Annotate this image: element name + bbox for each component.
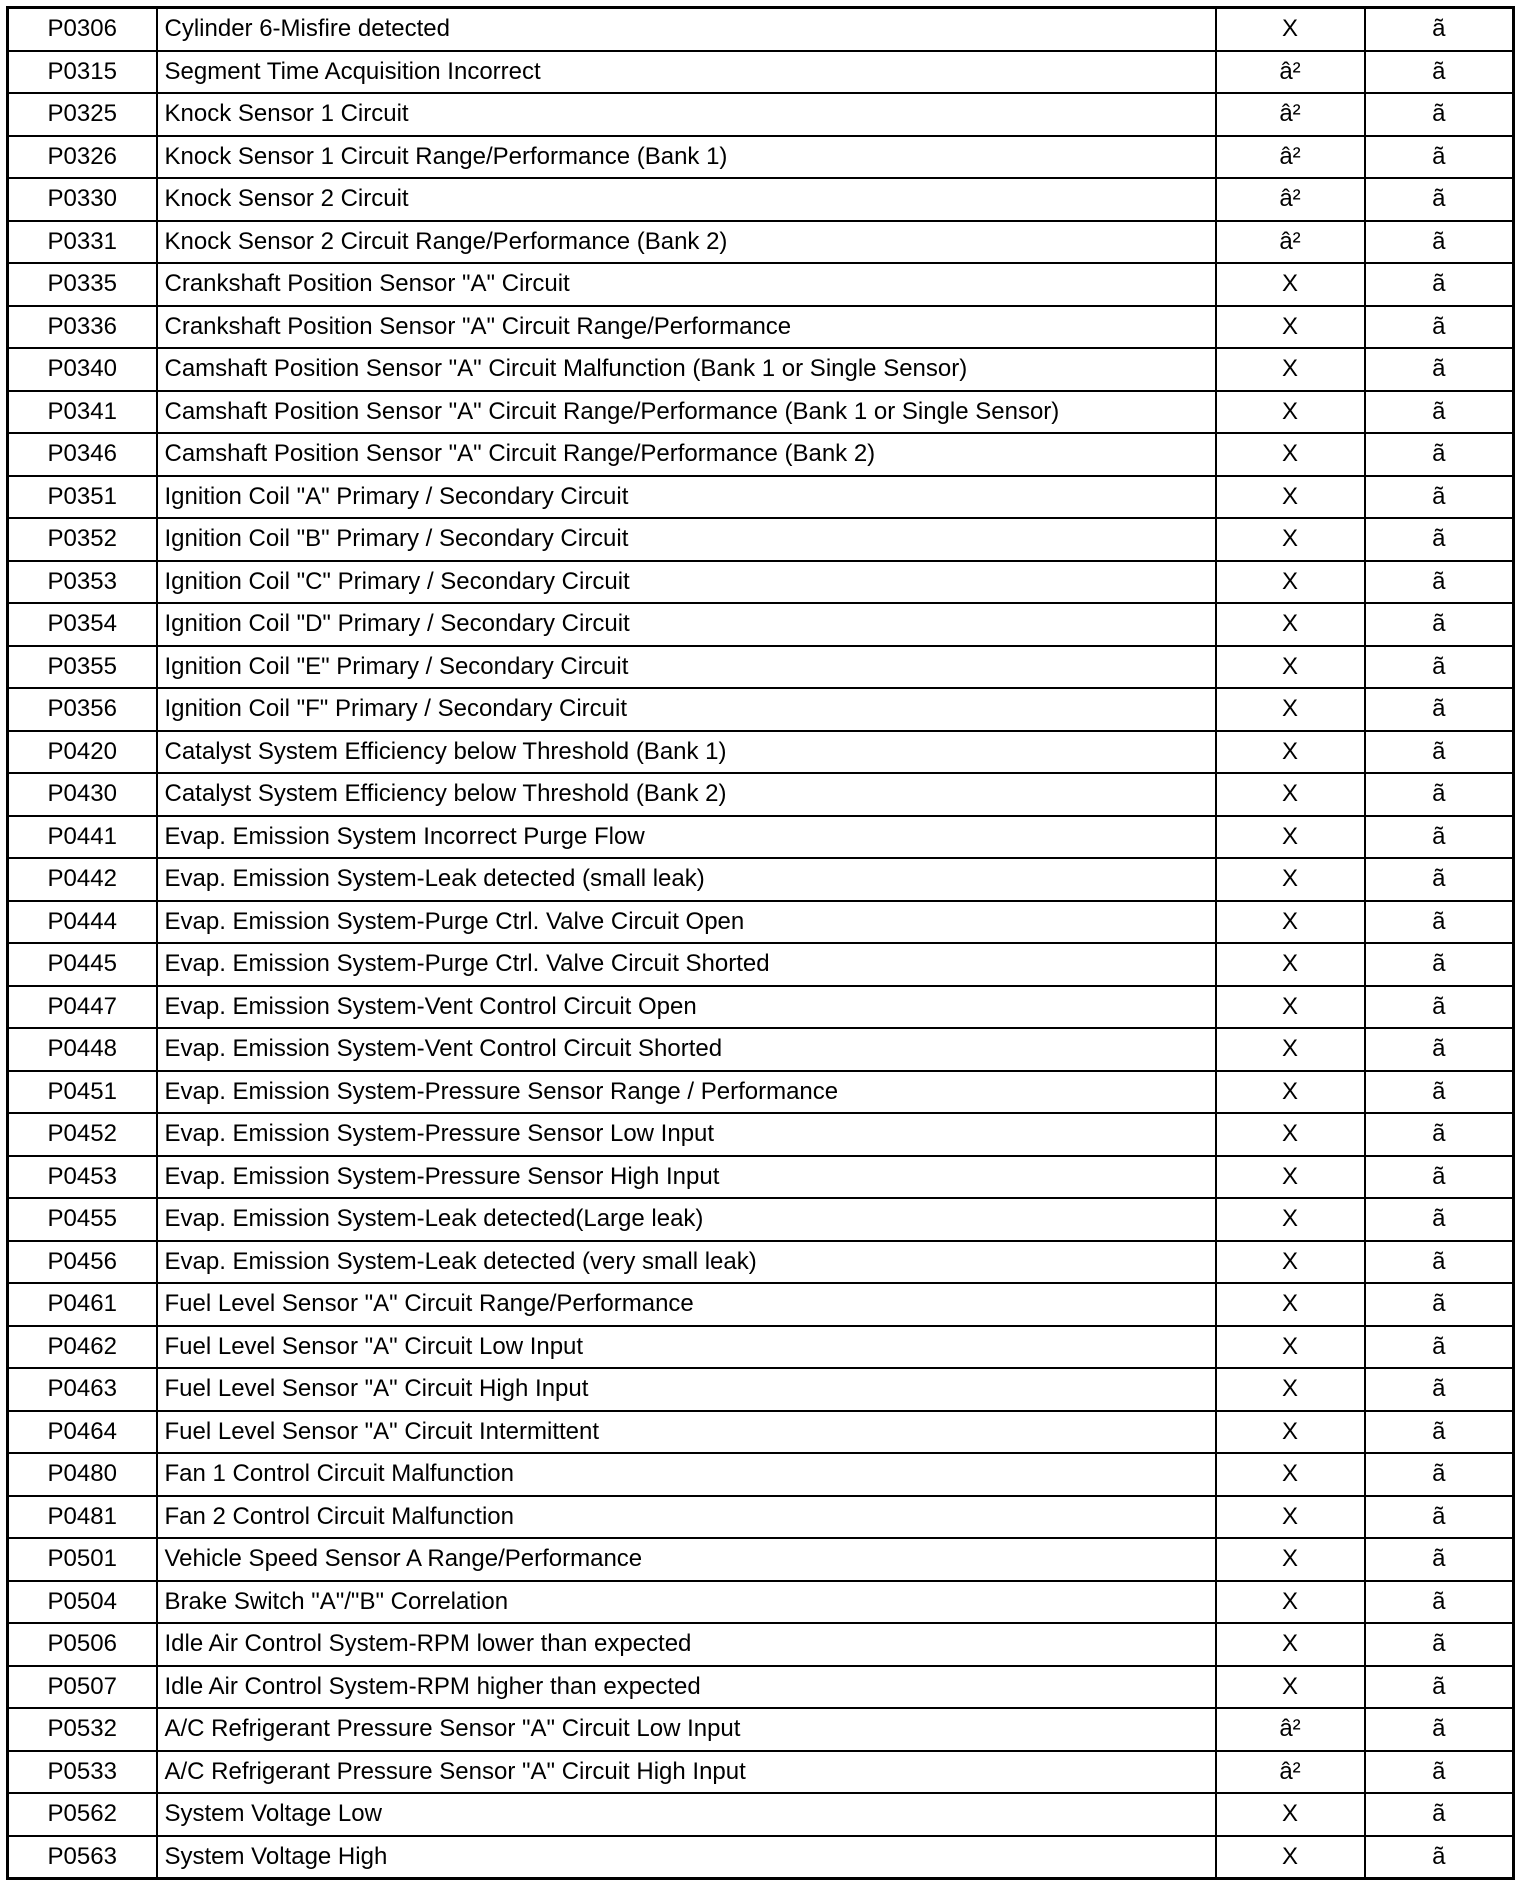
- table-row: [8, 986, 1514, 1029]
- dtc-code-cell: P0356: [8, 688, 157, 731]
- dtc-column-a-cell: â²: [1216, 1708, 1365, 1751]
- table-row: [8, 348, 1514, 391]
- dtc-description-cell: Fuel Level Sensor "A" Circuit Intermittent: [157, 1411, 1216, 1454]
- dtc-description-cell: Knock Sensor 1 Circuit: [157, 93, 1216, 136]
- dtc-column-a-cell: X: [1216, 1453, 1365, 1496]
- table-row: [8, 688, 1514, 731]
- dtc-column-b-cell: ã: [1365, 348, 1514, 391]
- dtc-column-b-cell: ã: [1365, 1326, 1514, 1369]
- dtc-column-b-cell: ã: [1365, 1751, 1514, 1794]
- dtc-column-b-cell: ã: [1365, 1113, 1514, 1156]
- table-row: [8, 901, 1514, 944]
- dtc-column-b-cell: ã: [1365, 51, 1514, 94]
- dtc-column-a-cell: X: [1216, 1198, 1365, 1241]
- table-row: [8, 136, 1514, 179]
- dtc-column-b-cell: ã: [1365, 943, 1514, 986]
- dtc-description-cell: Fuel Level Sensor "A" Circuit High Input: [157, 1368, 1216, 1411]
- dtc-description-cell: Fan 2 Control Circuit Malfunction: [157, 1496, 1216, 1539]
- dtc-description-cell: Evap. Emission System-Pressure Sensor High Input: [157, 1156, 1216, 1199]
- dtc-description-cell: Evap. Emission System Incorrect Purge Flow: [157, 816, 1216, 859]
- dtc-code-cell: P0441: [8, 816, 157, 859]
- table-row: [8, 51, 1514, 94]
- dtc-description-cell: Evap. Emission System-Leak detected (very small leak): [157, 1241, 1216, 1284]
- dtc-code-cell: P0340: [8, 348, 157, 391]
- dtc-column-a-cell: X: [1216, 8, 1365, 51]
- dtc-description-cell: Idle Air Control System-RPM higher than expected: [157, 1666, 1216, 1709]
- table-row: [8, 731, 1514, 774]
- dtc-column-a-cell: X: [1216, 1028, 1365, 1071]
- table-row: [8, 433, 1514, 476]
- dtc-code-cell: P0447: [8, 986, 157, 1029]
- dtc-code-cell: P0353: [8, 561, 157, 604]
- dtc-code-cell: P0453: [8, 1156, 157, 1199]
- dtc-code-cell: P0325: [8, 93, 157, 136]
- table-row: [8, 816, 1514, 859]
- dtc-description-cell: Catalyst System Efficiency below Threshold (Bank 1): [157, 731, 1216, 774]
- dtc-column-a-cell: X: [1216, 561, 1365, 604]
- dtc-description-cell: System Voltage High: [157, 1836, 1216, 1879]
- dtc-code-cell: P0330: [8, 178, 157, 221]
- dtc-column-b-cell: ã: [1365, 1496, 1514, 1539]
- dtc-column-b-cell: ã: [1365, 1581, 1514, 1624]
- table-row: [8, 646, 1514, 689]
- table-row: [8, 1411, 1514, 1454]
- dtc-column-b-cell: ã: [1365, 1283, 1514, 1326]
- dtc-description-cell: Knock Sensor 1 Circuit Range/Performance (Bank 1): [157, 136, 1216, 179]
- dtc-description-cell: Ignition Coil "A" Primary / Secondary Circuit: [157, 476, 1216, 519]
- dtc-column-b-cell: ã: [1365, 1411, 1514, 1454]
- dtc-column-b-cell: ã: [1365, 306, 1514, 349]
- dtc-column-b-cell: ã: [1365, 8, 1514, 51]
- table-row: [8, 1581, 1514, 1624]
- dtc-column-b-cell: ã: [1365, 178, 1514, 221]
- dtc-column-a-cell: â²: [1216, 51, 1365, 94]
- dtc-description-cell: Evap. Emission System-Vent Control Circuit Shorted: [157, 1028, 1216, 1071]
- dtc-code-cell: P0533: [8, 1751, 157, 1794]
- dtc-column-b-cell: ã: [1365, 858, 1514, 901]
- dtc-column-b-cell: ã: [1365, 561, 1514, 604]
- dtc-description-cell: Crankshaft Position Sensor "A" Circuit: [157, 263, 1216, 306]
- dtc-column-b-cell: ã: [1365, 1156, 1514, 1199]
- dtc-description-cell: Brake Switch "A"/"B" Correlation: [157, 1581, 1216, 1624]
- dtc-description-cell: Ignition Coil "B" Primary / Secondary Circuit: [157, 518, 1216, 561]
- table-row: [8, 1836, 1514, 1879]
- dtc-column-b-cell: ã: [1365, 433, 1514, 476]
- dtc-code-cell: P0462: [8, 1326, 157, 1369]
- dtc-code-cell: P0456: [8, 1241, 157, 1284]
- dtc-column-a-cell: X: [1216, 1283, 1365, 1326]
- table-row: [8, 1113, 1514, 1156]
- table-row: [8, 1496, 1514, 1539]
- table-row: [8, 518, 1514, 561]
- dtc-code-cell: P0420: [8, 731, 157, 774]
- table-row: [8, 1326, 1514, 1369]
- table-row: [8, 8, 1514, 51]
- table-row: [8, 1708, 1514, 1751]
- dtc-column-a-cell: X: [1216, 943, 1365, 986]
- dtc-column-a-cell: X: [1216, 603, 1365, 646]
- table-row: [8, 1666, 1514, 1709]
- dtc-description-cell: Segment Time Acquisition Incorrect: [157, 51, 1216, 94]
- dtc-column-b-cell: ã: [1365, 1623, 1514, 1666]
- dtc-column-b-cell: ã: [1365, 221, 1514, 264]
- dtc-column-a-cell: X: [1216, 1411, 1365, 1454]
- dtc-column-a-cell: â²: [1216, 1751, 1365, 1794]
- dtc-description-cell: Camshaft Position Sensor "A" Circuit Range/Performance (Bank 2): [157, 433, 1216, 476]
- dtc-code-cell: P0326: [8, 136, 157, 179]
- dtc-column-b-cell: ã: [1365, 1198, 1514, 1241]
- dtc-column-b-cell: ã: [1365, 1071, 1514, 1114]
- dtc-description-cell: Ignition Coil "D" Primary / Secondary Circuit: [157, 603, 1216, 646]
- dtc-column-b-cell: ã: [1365, 93, 1514, 136]
- dtc-description-cell: Evap. Emission System-Purge Ctrl. Valve Circuit Open: [157, 901, 1216, 944]
- dtc-code-cell: P0461: [8, 1283, 157, 1326]
- dtc-code-cell: P0506: [8, 1623, 157, 1666]
- dtc-table-body: [8, 8, 1514, 1879]
- table-row: [8, 1156, 1514, 1199]
- dtc-description-cell: Evap. Emission System-Purge Ctrl. Valve Circuit Shorted: [157, 943, 1216, 986]
- table-row: [8, 93, 1514, 136]
- dtc-code-cell: P0445: [8, 943, 157, 986]
- dtc-code-cell: P0452: [8, 1113, 157, 1156]
- dtc-code-cell: P0341: [8, 391, 157, 434]
- dtc-description-cell: Evap. Emission System-Leak detected (small leak): [157, 858, 1216, 901]
- dtc-description-cell: Evap. Emission System-Pressure Sensor Low Input: [157, 1113, 1216, 1156]
- table-row: [8, 1793, 1514, 1836]
- dtc-code-cell: P0464: [8, 1411, 157, 1454]
- dtc-column-a-cell: X: [1216, 1623, 1365, 1666]
- dtc-column-b-cell: ã: [1365, 901, 1514, 944]
- dtc-description-cell: Fuel Level Sensor "A" Circuit Low Input: [157, 1326, 1216, 1369]
- dtc-code-cell: P0352: [8, 518, 157, 561]
- dtc-column-b-cell: ã: [1365, 1708, 1514, 1751]
- dtc-code-cell: P0481: [8, 1496, 157, 1539]
- table-row: [8, 221, 1514, 264]
- dtc-column-b-cell: ã: [1365, 518, 1514, 561]
- table-row: [8, 773, 1514, 816]
- dtc-column-a-cell: X: [1216, 433, 1365, 476]
- dtc-code-cell: P0331: [8, 221, 157, 264]
- dtc-column-b-cell: ã: [1365, 603, 1514, 646]
- dtc-description-cell: System Voltage Low: [157, 1793, 1216, 1836]
- dtc-column-a-cell: X: [1216, 1793, 1365, 1836]
- dtc-code-cell: P0504: [8, 1581, 157, 1624]
- table-row: [8, 1368, 1514, 1411]
- table-row: [8, 1751, 1514, 1794]
- dtc-column-a-cell: X: [1216, 1581, 1365, 1624]
- dtc-column-b-cell: ã: [1365, 263, 1514, 306]
- dtc-column-a-cell: X: [1216, 1836, 1365, 1879]
- dtc-description-cell: Evap. Emission System-Leak detected(Large leak): [157, 1198, 1216, 1241]
- dtc-column-b-cell: ã: [1365, 1666, 1514, 1709]
- table-row: [8, 1283, 1514, 1326]
- dtc-column-a-cell: X: [1216, 986, 1365, 1029]
- dtc-description-cell: Camshaft Position Sensor "A" Circuit Malfunction (Bank 1 or Single Sensor): [157, 348, 1216, 391]
- dtc-code-cell: P0562: [8, 1793, 157, 1836]
- dtc-column-b-cell: ã: [1365, 773, 1514, 816]
- dtc-column-a-cell: X: [1216, 646, 1365, 689]
- dtc-description-cell: Knock Sensor 2 Circuit Range/Performance (Bank 2): [157, 221, 1216, 264]
- dtc-description-cell: Knock Sensor 2 Circuit: [157, 178, 1216, 221]
- dtc-column-a-cell: X: [1216, 1496, 1365, 1539]
- dtc-column-a-cell: X: [1216, 1241, 1365, 1284]
- table-row: [8, 1453, 1514, 1496]
- dtc-column-a-cell: X: [1216, 901, 1365, 944]
- dtc-code-cell: P0442: [8, 858, 157, 901]
- dtc-description-cell: Evap. Emission System-Pressure Sensor Range / Performance: [157, 1071, 1216, 1114]
- dtc-column-a-cell: â²: [1216, 136, 1365, 179]
- dtc-column-b-cell: ã: [1365, 1793, 1514, 1836]
- dtc-code-cell: P0351: [8, 476, 157, 519]
- dtc-description-cell: Ignition Coil "C" Primary / Secondary Circuit: [157, 561, 1216, 604]
- dtc-description-cell: Cylinder 6-Misfire detected: [157, 8, 1216, 51]
- dtc-column-b-cell: ã: [1365, 816, 1514, 859]
- dtc-code-cell: P0355: [8, 646, 157, 689]
- dtc-column-a-cell: X: [1216, 348, 1365, 391]
- dtc-column-b-cell: ã: [1365, 391, 1514, 434]
- dtc-column-b-cell: ã: [1365, 646, 1514, 689]
- dtc-description-cell: Crankshaft Position Sensor "A" Circuit Range/Performance: [157, 306, 1216, 349]
- dtc-column-a-cell: X: [1216, 476, 1365, 519]
- dtc-column-b-cell: ã: [1365, 476, 1514, 519]
- dtc-column-b-cell: ã: [1365, 1368, 1514, 1411]
- table-row: [8, 1538, 1514, 1581]
- dtc-description-cell: Fuel Level Sensor "A" Circuit Range/Performance: [157, 1283, 1216, 1326]
- table-row: [8, 1198, 1514, 1241]
- dtc-code-cell: P0532: [8, 1708, 157, 1751]
- dtc-column-b-cell: ã: [1365, 1028, 1514, 1071]
- dtc-code-cell: P0335: [8, 263, 157, 306]
- dtc-description-cell: Idle Air Control System-RPM lower than expected: [157, 1623, 1216, 1666]
- dtc-description-cell: Vehicle Speed Sensor A Range/Performance: [157, 1538, 1216, 1581]
- dtc-column-a-cell: X: [1216, 688, 1365, 731]
- dtc-column-a-cell: â²: [1216, 221, 1365, 264]
- dtc-code-cell: P0336: [8, 306, 157, 349]
- table-row: [8, 391, 1514, 434]
- dtc-column-a-cell: X: [1216, 816, 1365, 859]
- dtc-code-cell: P0444: [8, 901, 157, 944]
- dtc-column-a-cell: X: [1216, 773, 1365, 816]
- dtc-code-cell: P0306: [8, 8, 157, 51]
- dtc-code-cell: P0507: [8, 1666, 157, 1709]
- dtc-description-cell: Fan 1 Control Circuit Malfunction: [157, 1453, 1216, 1496]
- dtc-code-cell: P0480: [8, 1453, 157, 1496]
- dtc-column-a-cell: X: [1216, 391, 1365, 434]
- dtc-code-cell: P0451: [8, 1071, 157, 1114]
- dtc-column-a-cell: X: [1216, 1538, 1365, 1581]
- table-row: [8, 858, 1514, 901]
- table-row: [8, 943, 1514, 986]
- dtc-column-b-cell: ã: [1365, 1538, 1514, 1581]
- dtc-description-cell: Ignition Coil "F" Primary / Secondary Circuit: [157, 688, 1216, 731]
- dtc-column-b-cell: ã: [1365, 731, 1514, 774]
- dtc-column-a-cell: X: [1216, 731, 1365, 774]
- table-row: [8, 603, 1514, 646]
- dtc-code-cell: P0501: [8, 1538, 157, 1581]
- dtc-column-a-cell: X: [1216, 1071, 1365, 1114]
- dtc-code-cell: P0448: [8, 1028, 157, 1071]
- table-row: [8, 1028, 1514, 1071]
- dtc-description-cell: A/C Refrigerant Pressure Sensor "A" Circuit High Input: [157, 1751, 1216, 1794]
- dtc-column-a-cell: â²: [1216, 93, 1365, 136]
- dtc-column-b-cell: ã: [1365, 986, 1514, 1029]
- dtc-column-b-cell: ã: [1365, 1453, 1514, 1496]
- dtc-column-a-cell: â²: [1216, 178, 1365, 221]
- dtc-description-cell: A/C Refrigerant Pressure Sensor "A" Circuit Low Input: [157, 1708, 1216, 1751]
- dtc-column-a-cell: X: [1216, 518, 1365, 561]
- dtc-code-cell: P0354: [8, 603, 157, 646]
- dtc-code-cell: P0463: [8, 1368, 157, 1411]
- dtc-column-a-cell: X: [1216, 263, 1365, 306]
- dtc-column-b-cell: ã: [1365, 136, 1514, 179]
- dtc-code-cell: P0563: [8, 1836, 157, 1879]
- dtc-column-b-cell: ã: [1365, 688, 1514, 731]
- table-row: [8, 263, 1514, 306]
- dtc-column-a-cell: X: [1216, 1368, 1365, 1411]
- table-row: [8, 1241, 1514, 1284]
- dtc-code-cell: P0430: [8, 773, 157, 816]
- dtc-column-b-cell: ã: [1365, 1241, 1514, 1284]
- table-row: [8, 561, 1514, 604]
- dtc-code-cell: P0346: [8, 433, 157, 476]
- table-row: [8, 1623, 1514, 1666]
- dtc-column-a-cell: X: [1216, 1113, 1365, 1156]
- dtc-description-cell: Catalyst System Efficiency below Threshold (Bank 2): [157, 773, 1216, 816]
- table-row: [8, 306, 1514, 349]
- table-row: [8, 1071, 1514, 1114]
- table-row: [8, 476, 1514, 519]
- dtc-description-cell: Evap. Emission System-Vent Control Circuit Open: [157, 986, 1216, 1029]
- dtc-column-a-cell: X: [1216, 1156, 1365, 1199]
- dtc-column-a-cell: X: [1216, 1326, 1365, 1369]
- dtc-code-cell: P0315: [8, 51, 157, 94]
- dtc-description-cell: Camshaft Position Sensor "A" Circuit Range/Performance (Bank 1 or Single Sensor): [157, 391, 1216, 434]
- dtc-code-cell: P0455: [8, 1198, 157, 1241]
- dtc-column-a-cell: X: [1216, 1666, 1365, 1709]
- table-row: [8, 178, 1514, 221]
- dtc-description-cell: Ignition Coil "E" Primary / Secondary Circuit: [157, 646, 1216, 689]
- dtc-table: [6, 6, 1515, 1880]
- dtc-column-a-cell: X: [1216, 306, 1365, 349]
- dtc-column-b-cell: ã: [1365, 1836, 1514, 1879]
- dtc-column-a-cell: X: [1216, 858, 1365, 901]
